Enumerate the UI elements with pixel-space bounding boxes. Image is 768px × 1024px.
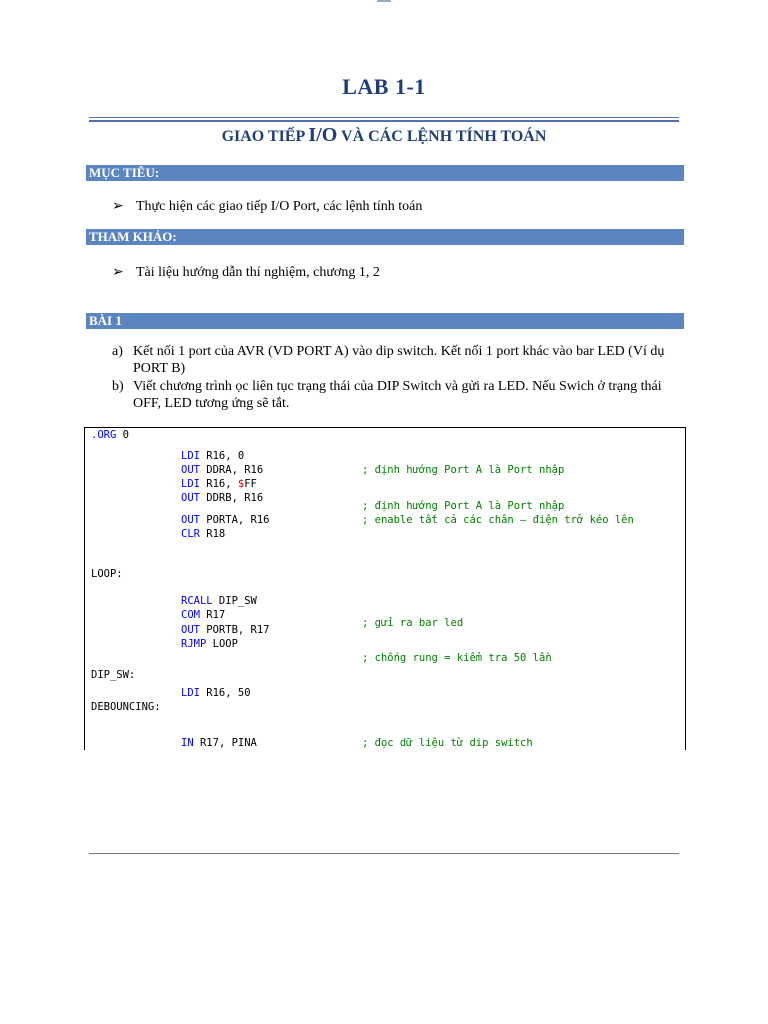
code-comment: ; định hướng Port A là Port nhập <box>362 500 565 512</box>
section-heading-bai-1: BÀI 1 <box>86 313 684 329</box>
code-label: DIP_SW: <box>91 669 136 681</box>
section-heading-muc-tieu: MỤC TIÊU: <box>86 165 684 181</box>
task-item-b <box>112 378 684 412</box>
code-line <box>181 528 225 541</box>
code-operands: R17 <box>199 609 226 621</box>
code-comment: ; enable tất cả các chân – điện trở kéo lên <box>362 514 634 526</box>
code-line <box>181 478 257 491</box>
code-directive: .ORG <box>91 429 117 441</box>
title-rule-thin <box>89 117 679 118</box>
code-mnemonic: LDI <box>181 450 200 462</box>
task-text: Viết chương trình ọc liên tục trạng thái của DIP Switch và gửi ra LED. Nếu Swich ở trạng thái OFF, LED tương ứng sẽ tắt. <box>133 379 662 411</box>
code-mnemonic: IN <box>181 737 194 749</box>
code-operands: R18 <box>199 528 226 540</box>
code-mnemonic: COM <box>181 609 200 621</box>
code-line <box>181 609 225 622</box>
code-operands: DDRB, R16 <box>199 492 264 504</box>
task-label: b) <box>112 379 124 394</box>
code-operands: DDRA, R16 <box>199 464 264 476</box>
reference-item <box>112 264 380 281</box>
code-mnemonic: CLR <box>181 528 200 540</box>
bullet-arrow-icon: ➢ <box>112 199 124 214</box>
code-operands: PORTA, R16 <box>199 514 270 526</box>
title-rule-thick <box>89 120 679 122</box>
code-mnemonic: OUT <box>181 514 200 526</box>
task-text: Kết nối 1 port của AVR (VD PORT A) vào dip switch. Kết nối 1 port khác vào bar LED (Ví dụ PORT B) <box>133 344 665 376</box>
code-label: DEBOUNCING: <box>91 701 161 713</box>
code-line <box>181 687 251 700</box>
code-line <box>181 514 270 527</box>
subtitle-io: I/O <box>308 124 338 146</box>
code-hex-prefix: $ <box>237 478 245 490</box>
lab-subtitle <box>0 124 768 147</box>
code-label: LOOP: <box>91 568 123 580</box>
section-heading-tham-khao: THAM KHẢO: <box>86 229 684 245</box>
code-line <box>181 624 270 637</box>
code-mnemonic: RCALL <box>181 595 213 607</box>
code-operands: DIP_SW <box>212 595 257 607</box>
code-operands: 0 <box>116 429 129 441</box>
subtitle-part2: VÀ CÁC LỆNH TÍNH TOÁN <box>337 128 547 145</box>
task-item-a <box>112 343 684 377</box>
code-line-org <box>91 429 129 442</box>
code-mnemonic: OUT <box>181 624 200 636</box>
code-operands: R17, PINA <box>193 737 257 749</box>
code-mnemonic: OUT <box>181 492 200 504</box>
objective-item <box>112 198 422 215</box>
code-listing <box>84 427 686 750</box>
code-line <box>181 450 244 463</box>
code-comment: ; định hướng Port A là Port nhập <box>362 464 565 476</box>
page-top-mark <box>377 0 391 2</box>
code-comment: ; chống rung = kiểm tra 50 lần <box>362 652 552 664</box>
code-mnemonic: LDI <box>181 478 200 490</box>
code-comment: ; gửi ra bar led <box>362 617 464 629</box>
code-line <box>181 737 257 750</box>
footer-rule <box>89 853 679 854</box>
code-operands: R16, <box>199 478 238 490</box>
objective-text: Thực hiện các giao tiếp I/O Port, các lệnh tính toán <box>136 199 423 214</box>
code-mnemonic: OUT <box>181 464 200 476</box>
code-operands: R16, 0 <box>199 450 245 462</box>
code-operands: PORTB, R17 <box>199 624 270 636</box>
code-operands: LOOP <box>206 638 238 650</box>
code-operands: R16, 50 <box>199 687 251 699</box>
code-line <box>181 595 257 608</box>
task-label: a) <box>112 344 123 359</box>
code-hex-value: FF <box>244 478 257 490</box>
code-comment: ; đọc dữ liệu từ dip switch <box>362 737 533 749</box>
lab-title: LAB 1-1 <box>342 74 426 99</box>
code-line <box>181 638 238 651</box>
code-line <box>181 492 263 505</box>
reference-text: Tài liệu hướng dẫn thí nghiệm, chương 1, 2 <box>136 265 380 280</box>
bullet-arrow-icon: ➢ <box>112 265 124 280</box>
code-mnemonic: LDI <box>181 687 200 699</box>
subtitle-part1: GIAO TIẾP <box>221 128 309 145</box>
code-line <box>181 464 263 477</box>
code-mnemonic: RJMP <box>181 638 207 650</box>
